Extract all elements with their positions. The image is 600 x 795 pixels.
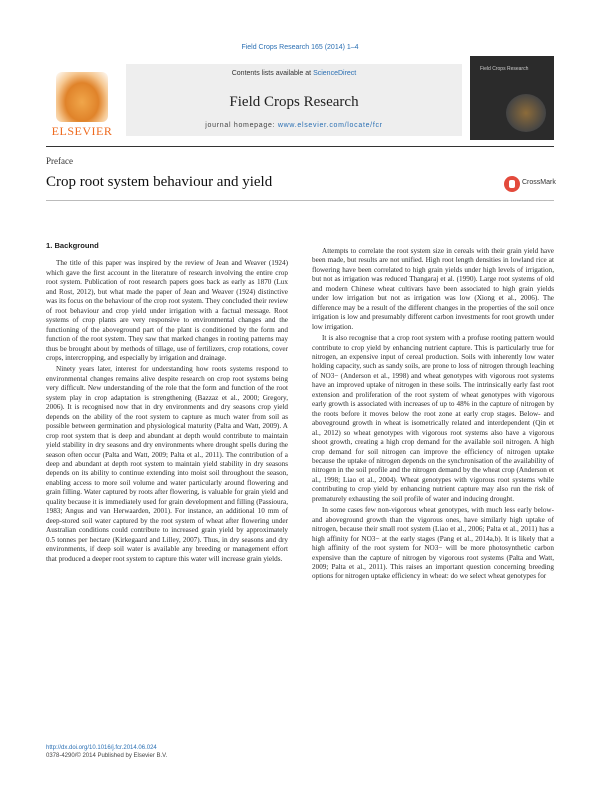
crossmark-label: CrossMark [522,179,556,186]
journal-cover-image[interactable] [470,56,554,140]
right-column [312,247,554,584]
crossmark-icon [504,176,520,192]
copyright-line: 0378-4290/© 2014 Published by Elsevier B.V. [46,753,168,759]
sciencedirect-link[interactable]: ScienceDirect [313,70,357,77]
journal-homepage: journal homepage: www.elsevier.com/locate/fcr [205,122,383,129]
contents-line: Contents lists available at ScienceDirect [231,70,357,77]
homepage-link[interactable]: www.elsevier.com/locate/fcr [277,122,383,129]
doi-link[interactable]: http://dx.doi.org/10.1016/j.fcr.2014.06.024 [46,745,157,751]
journal-title: Field Crops Research [229,94,359,110]
paragraph: Attempts to correlate the root system size in cereals with their grain yield have been made, but results are not unified. High root length densities in lowland rice at flowering have been correlated to high grain yields under high levels of irrigation, but not as irrigation was reduced Thangaraj et al. (1990). Large root systems of old and modern Chinese wheat cultivars have been associated to high grain yields under low irrigation but not as irrigation was low (Xiong et al., 2006). The difference may be a result of the different changes in the properties of the soil once irrigation is low and presumably different carbon investments for root growth under low irrigation. [312,247,554,331]
journal-banner [126,64,462,136]
paragraph: The title of this paper was inspired by the review of Jean and Weaver (1924) which gave the first account in the literature of research involving the entire crop root system. Publication of root research papers goes back as early as 1870 (Lux and Rost, 2012), but what made the paper of Jean and Weaver (1924) distinctive was its focus on the behaviour of the crop root system. They concluded their review of root behaviour and crop yield under irrigation with a factual message. Root systems of crop plants are very responsive to environmental changes and the functioning of the aboveground part of the plant is conditioned by the form and function of the root system. They saw that marked changes in rooting patterns may thus be brought about by methods of tillage, use of fertilizers, crop rotations, cover crops, intercropping, and especially by irrigation and drainage. [46,259,288,362]
publisher-name: ELSEVIER [51,124,113,138]
journal-citation[interactable]: Field Crops Research 165 (2014) 1–4 [241,44,359,51]
paragraph: It is also recognise that a crop root system with a profuse rooting pattern would contribute to crop yield by enhancing nutrient capture. This is particularly true for nitrogen, an expensive input of cereal production. Soils with inherently low water holding capacity, such as sandy soils, are prone to loss of nitrogen through leaching of NO3− (Anderson et al., 1998) and wheat genotypes with vigorous root systems have an improved uptake of nitrogen in these soils. The intrinsically early fast root extension and proliferation of the root system of wheat genotypes with vigorous early growth is associated with increases of up to 48% in the capture of nitrogen by the roots before it moves below the root zone at early crop stages. Below- and aboveground growth in wheat is isometrically related and interdependent (Qin et al., 2012) so wheat genotypes with vigorous root systems also have a vigorous shoot growth, creating a high crop demand for the available soil nitrogen. A high crop demand for soil nitrogen can improve the efficiency of nitrogen uptake because the uptake of nitrogen depends on the synchronisation of the availability of nitrogen in the soil profile and the nitrogen demand by the wheat crop (Anderson et al., 1998; Liao et al., 2004). Wheat genotypes with vigorous root systems while contributing to crop yield by enhancing nutrient capture may also run the risk of prematurely exhausting the soil profile of water and inducing drought. [312,334,554,503]
article-type: Preface [46,156,73,166]
header-divider [46,146,554,147]
cover-photo [506,94,546,132]
left-column [46,238,288,566]
crossmark-badge[interactable] [504,176,554,194]
paragraph: In some cases few non-vigorous wheat genotypes, with much less early below-and aboveground growth than the vigorous ones, have similarly high uptake of nitrogen, because their small root system (Liao et al., 2006; Palta et al., 2011) has a high affinity for NO3− at the early stages (Pang et al., 2014a,b). It is likely that a high affinity of the root system for NO3− will be more photosynthetic carbon expensive than the capture of nitrogen by vigorous root systems (Palta and Watt, 2009; Palta et al., 2011). This raises an important question concerning breeding options for nitrogen uptake efficiency in wheat: do we select wheat genotypes for [312,506,554,581]
section-heading: 1. Background [46,241,99,250]
cover-title: Field Crops Research [480,66,529,72]
journal-masthead [46,62,554,144]
article-footer [46,744,167,760]
title-divider [46,200,554,201]
elsevier-tree-icon [56,72,108,122]
article-title: Crop root system behaviour and yield [46,174,273,190]
elsevier-logo[interactable] [46,62,118,138]
paragraph: Ninety years later, interest for understanding how roots systems respond to environmental changes remains alive despite research on crop root systems being very difficult. New understanding of the role that the form and function of the root system play in crop adaptation is strengthening (Bazzaz et al., 2000; Gregory, 2006). It is recognised now that in dry environments and dry seasons crop yield depends on the ability of the root system to capture as much water from soil as possible between germination and physiological maturity (Palta and Watt, 2009). A crop root system that is deep and abundant at depth would contribute to maintain yield stability in dry seasons and dry environments where drought spells during the season often occur (Palta and Watt, 2009; Palta et al., 2011). The contribution of a deep and abundant at depth root system to maintain yield stability in dry seasons depends on its ability to continue extending into moist soil throughout the season, enabling access to more soil volume and water particularly around flowering and grain filling. Water captured by roots after flowering, is valuable for grain yield and quality because it is immediately used for grain development and filling (Passioura, 1983; Angus and van Herwaarden, 2001). For instance, an additional 10 mm of deep-stored soil water captured by the root system of wheat after flowering under Australian conditions could contribute to increased grain yield by approximately 0.5 tonnes per hectare (Kirkegaard and Lilley, 2007). Thus, in dry seasons and dry environments, if deep soil water is available any breeding or management effort that produced a deeper root system to capture this water will increase grain yields. [46,365,288,563]
